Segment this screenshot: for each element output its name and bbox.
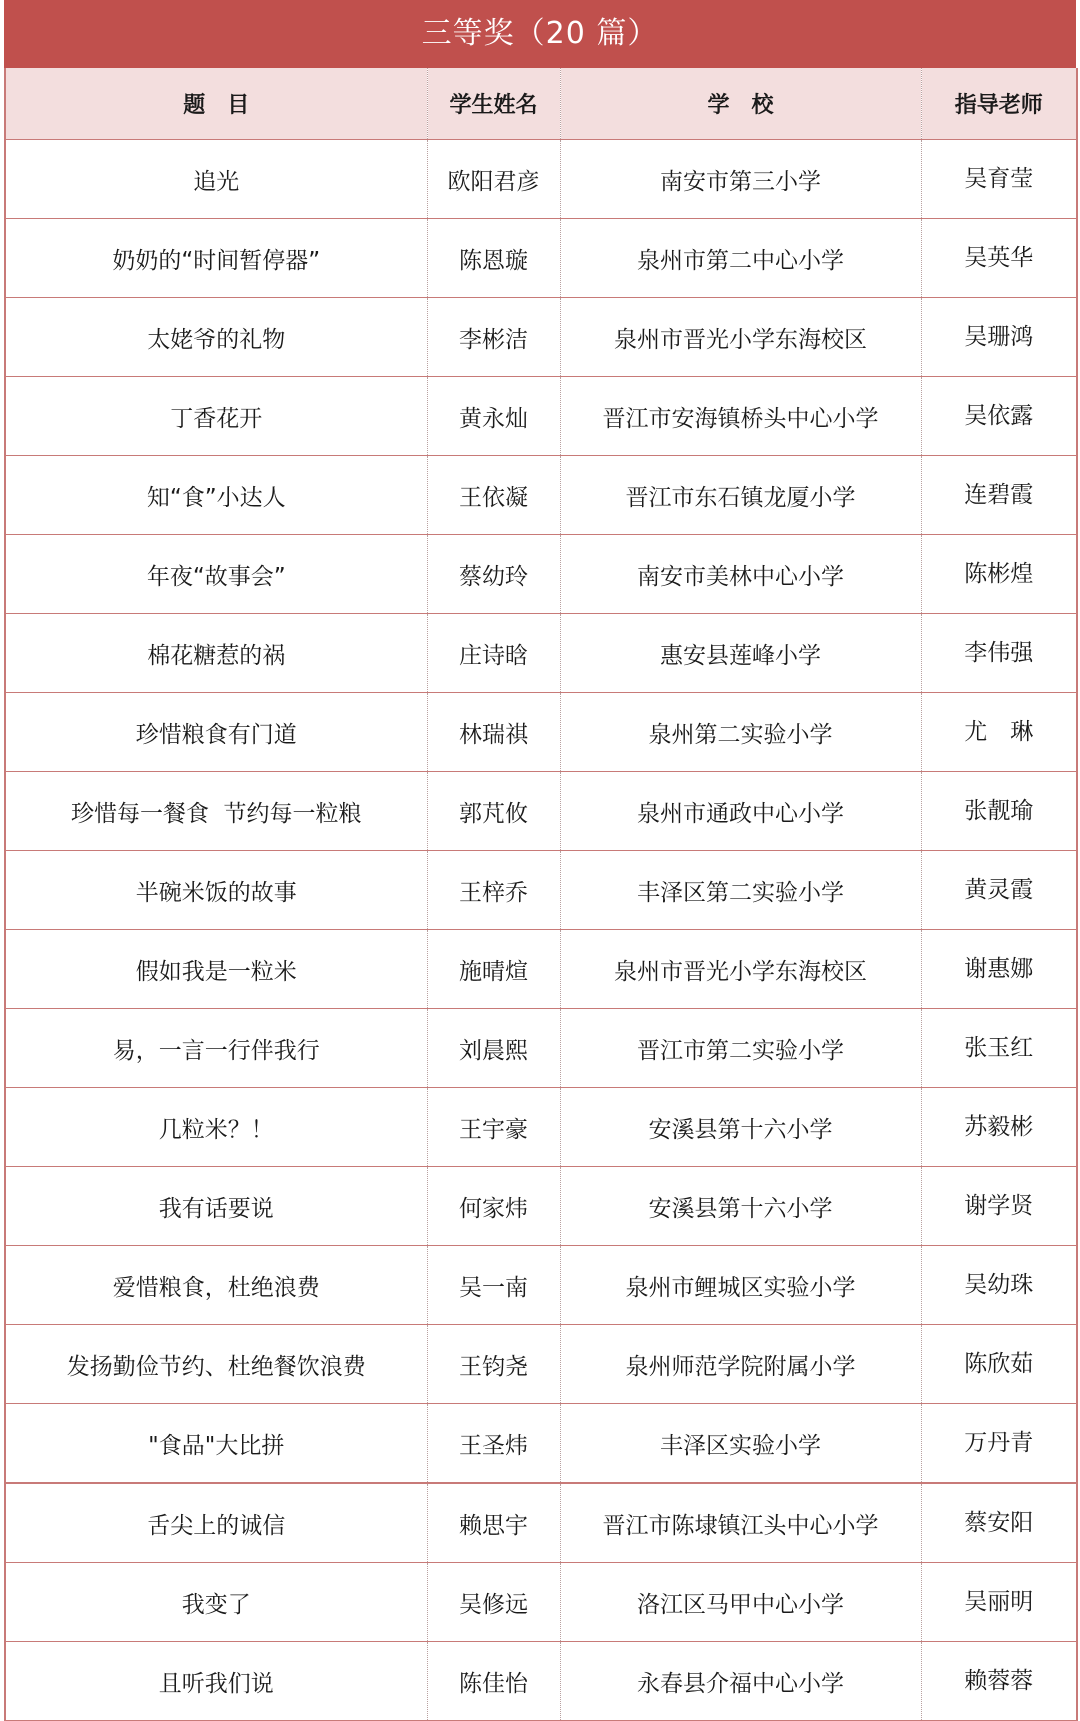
cell-school: 晋江市安海镇桥头中心小学 [560,377,921,456]
table-row [5,1404,1077,1484]
cell-student: 吴一南 [427,1246,560,1325]
cell-teacher: 谢学贤 [921,1167,1077,1246]
cell-teacher: 张靓瑜 [921,772,1077,851]
cell-student: 王依凝 [427,456,560,535]
cell-student: 陈佳怡 [427,1642,560,1721]
cell-topic: 爱惜粮食，杜绝浪费 [5,1246,427,1325]
cell-student: 赖思宇 [427,1483,560,1563]
header-teacher: 指导老师 [921,68,1077,140]
cell-topic: 发扬勤俭节约、杜绝餐饮浪费 [5,1325,427,1404]
cell-student: 王钧尧 [427,1325,560,1404]
cell-teacher: 吴丽明 [921,1563,1077,1642]
cell-teacher: 赖蓉蓉 [921,1642,1077,1721]
table-row [5,219,1077,298]
cell-school: 南安市美林中心小学 [560,535,921,614]
cell-topic: 年夜“故事会” [5,535,427,614]
cell-school: 惠安县莲峰小学 [560,614,921,693]
cell-school: 泉州市晋光小学东海校区 [560,930,921,1009]
cell-teacher: 黄灵霞 [921,851,1077,930]
cell-topic: 奶奶的“时间暂停器” [5,219,427,298]
cell-student: 欧阳君彦 [427,140,560,219]
table-row [5,930,1077,1009]
cell-school: 泉州市鲤城区实验小学 [560,1246,921,1325]
table-row [5,298,1077,377]
cell-student: 蔡幼玲 [427,535,560,614]
cell-student: 王圣炜 [427,1404,560,1484]
table-row [5,1009,1077,1088]
cell-topic: 且听我们说 [5,1642,427,1721]
table-row [5,377,1077,456]
header-school: 学 校 [560,68,921,140]
header-topic: 题 目 [5,68,427,140]
table-row [5,1246,1077,1325]
cell-topic: 几粒米？！ [5,1088,427,1167]
cell-teacher: 尤 琳 [921,693,1077,772]
cell-topic: 棉花糖惹的祸 [5,614,427,693]
cell-topic: 丁香花开 [5,377,427,456]
table-row [5,535,1077,614]
cell-student: 王梓乔 [427,851,560,930]
cell-teacher: 连碧霞 [921,456,1077,535]
table-row [5,693,1077,772]
table-row [5,614,1077,693]
cell-student: 吴修远 [427,1563,560,1642]
cell-student: 何家炜 [427,1167,560,1246]
cell-student: 李彬洁 [427,298,560,377]
cell-student: 庄诗晗 [427,614,560,693]
cell-school: 泉州市第二中心小学 [560,219,921,298]
cell-topic: 珍惜每一餐食 节约每一粒粮 [5,772,427,851]
cell-school: 晋江市陈埭镇江头中心小学 [560,1483,921,1563]
cell-school: 安溪县第十六小学 [560,1088,921,1167]
cell-topic: 我变了 [5,1563,427,1642]
award-table-container [4,0,1076,1721]
cell-school: 泉州市通政中心小学 [560,772,921,851]
table-row [5,772,1077,851]
cell-student: 陈恩璇 [427,219,560,298]
cell-teacher: 陈彬煌 [921,535,1077,614]
table-title: 三等奖（20 篇） [4,0,1076,68]
table-row [5,1642,1077,1721]
cell-teacher: 万丹青 [921,1404,1077,1484]
cell-teacher: 吴幼珠 [921,1246,1077,1325]
cell-student: 施晴煊 [427,930,560,1009]
cell-topic: 易，一言一行伴我行 [5,1009,427,1088]
header-row [5,68,1077,140]
cell-topic: 知“食”小达人 [5,456,427,535]
cell-school: 泉州师范学院附属小学 [560,1325,921,1404]
cell-student: 林瑞祺 [427,693,560,772]
table-row [5,1325,1077,1404]
cell-teacher: 吴英华 [921,219,1077,298]
cell-school: 南安市第三小学 [560,140,921,219]
cell-teacher: 苏毅彬 [921,1088,1077,1167]
cell-school: 永春县介福中心小学 [560,1642,921,1721]
cell-topic: "食品"大比拼 [5,1404,427,1484]
cell-school: 晋江市东石镇龙厦小学 [560,456,921,535]
table-row [5,1563,1077,1642]
cell-teacher: 谢惠娜 [921,930,1077,1009]
cell-teacher: 吴育莹 [921,140,1077,219]
cell-teacher: 李伟强 [921,614,1077,693]
cell-school: 泉州第二实验小学 [560,693,921,772]
cell-student: 刘晨熙 [427,1009,560,1088]
cell-teacher: 陈欣茹 [921,1325,1077,1404]
table-row [5,1088,1077,1167]
award-table [4,68,1078,1721]
cell-school: 安溪县第十六小学 [560,1167,921,1246]
cell-topic: 太姥爷的礼物 [5,298,427,377]
table-row [5,456,1077,535]
table-row [5,140,1077,219]
cell-school: 丰泽区第二实验小学 [560,851,921,930]
cell-topic: 珍惜粮食有门道 [5,693,427,772]
cell-student: 黄永灿 [427,377,560,456]
cell-school: 泉州市晋光小学东海校区 [560,298,921,377]
cell-teacher: 吴珊鸿 [921,298,1077,377]
cell-teacher: 蔡安阳 [921,1483,1077,1563]
cell-topic: 追光 [5,140,427,219]
header-student: 学生姓名 [427,68,560,140]
cell-teacher: 吴依露 [921,377,1077,456]
cell-topic: 我有话要说 [5,1167,427,1246]
cell-student: 王宇豪 [427,1088,560,1167]
table-row [5,1167,1077,1246]
table-row [5,851,1077,930]
cell-school: 丰泽区实验小学 [560,1404,921,1484]
cell-topic: 假如我是一粒米 [5,930,427,1009]
cell-school: 洛江区马甲中心小学 [560,1563,921,1642]
table-row [5,1483,1077,1563]
cell-teacher: 张玉红 [921,1009,1077,1088]
cell-school: 晋江市第二实验小学 [560,1009,921,1088]
cell-topic: 半碗米饭的故事 [5,851,427,930]
cell-student: 郭芃攸 [427,772,560,851]
cell-topic: 舌尖上的诚信 [5,1483,427,1563]
